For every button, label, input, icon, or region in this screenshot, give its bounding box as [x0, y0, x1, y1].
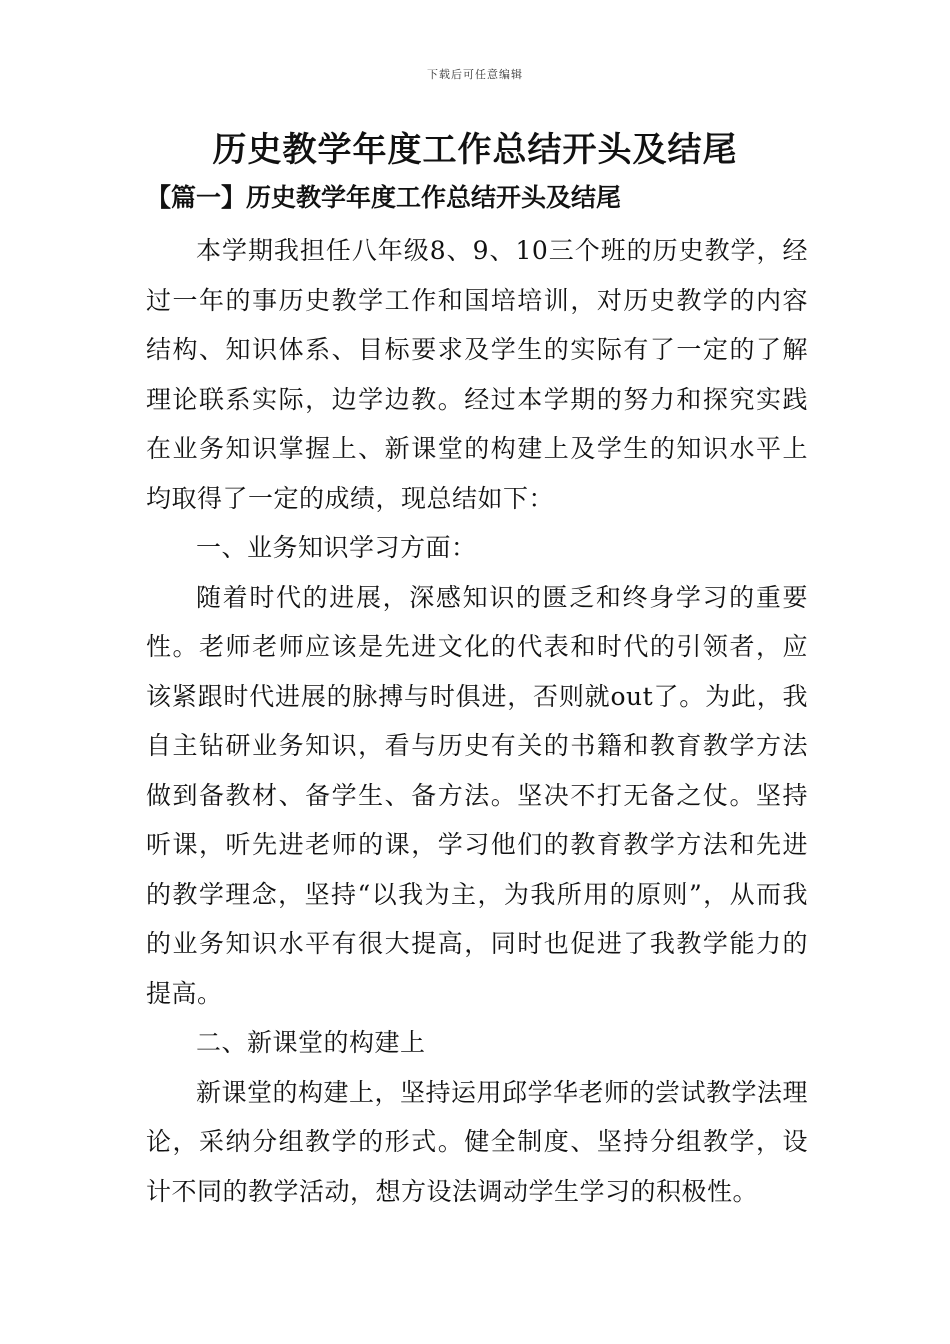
paragraph-heading-2: 二、新课堂的构建上: [196, 1028, 426, 1057]
paragraph-new-classroom: 新课堂的构建上，坚持运用邱学华老师的尝试教学法理论，采纳分组教学的形式。健全制度、坚持分组教学，设计不同的教学活动，想方设法调动学生学习的积极性。: [146, 1077, 809, 1206]
document-body: [146, 226, 808, 1216]
paragraph-intro: 本学期我担任八年级8、9、10三个班的历史教学，经过一年的事历史教学工作和国培培训，对历史教学的内容结构、知识体系、目标要求及学生的实际有了一定的了解理论联系实际，边学边教。经过本学期的努力和探究实践在业务知识掌握上、新课堂的构建上及学生的知识水平上均取得了一定的成绩，现总结如下：: [146, 236, 808, 513]
section-title: 【篇一】历史教学年度工作总结开头及结尾: [146, 183, 622, 212]
paragraph-heading-1: 一、业务知识学习方面：: [196, 533, 477, 562]
document-title: 历史教学年度工作总结开头及结尾: [212, 130, 738, 170]
header-note: 下载后可任意编辑: [427, 68, 523, 81]
paragraph-business-knowledge: 随着时代的进展，深感知识的匮乏和终身学习的重要性。老师老师应该是先进文化的代表和时代的引领者，应该紧跟时代进展的脉搏与时俱进，否则就out了。为此，我自主钻研业务知识，看与历史有关的书籍和教育教学方法做到备教材、备学生、备方法。坚决不打无备之仗。坚持听课，听先进老师的课，学习他们的教育教学方法和先进的教学理念，坚持“以我为主，为我所用的原则”，从而我的业务知识水平有很大提高，同时也促进了我教学能力的提高。: [146, 582, 808, 1008]
